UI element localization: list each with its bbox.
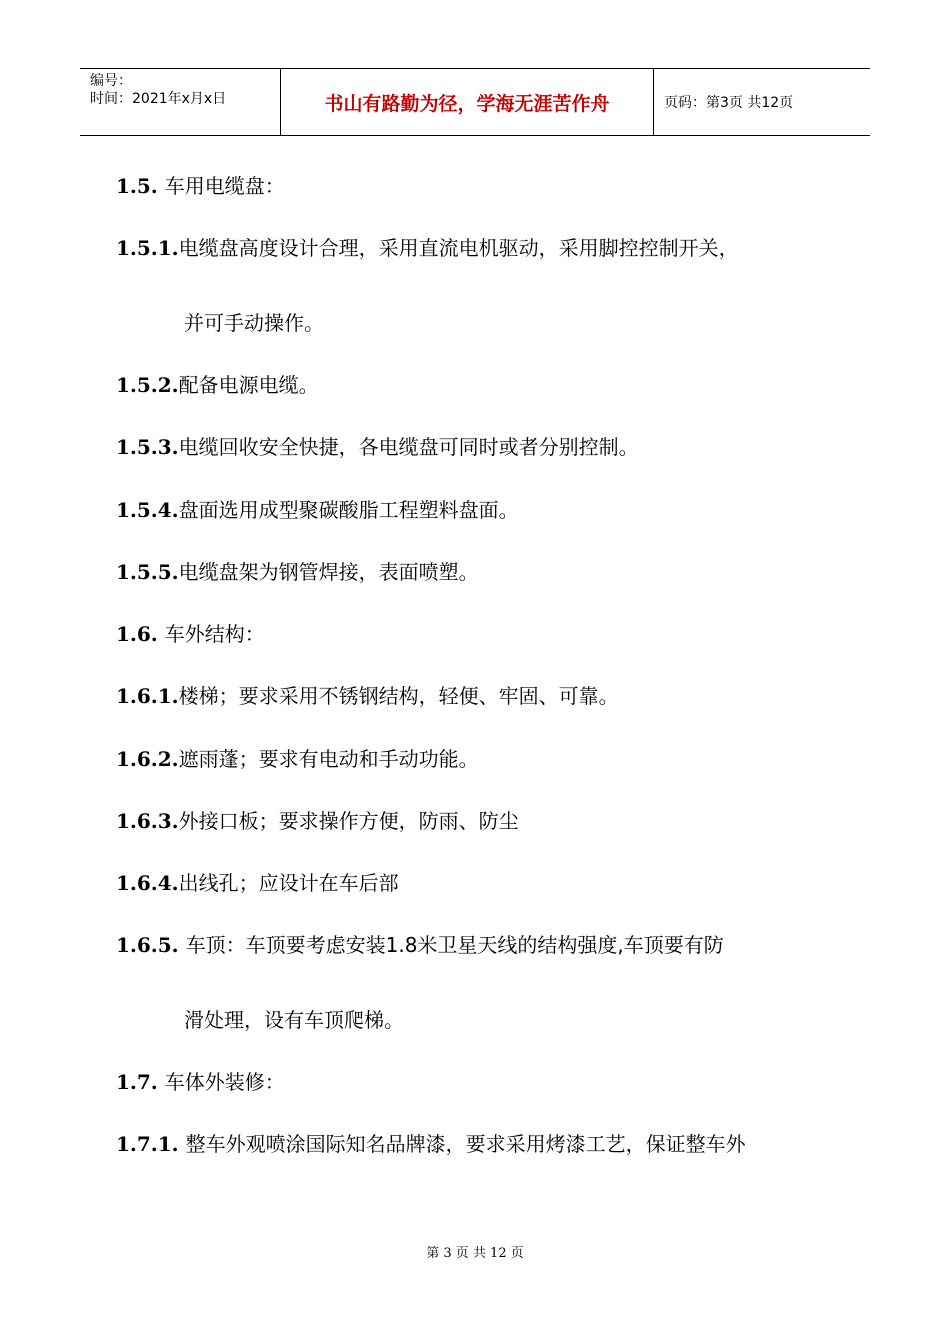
header-motto-cell bbox=[281, 69, 654, 135]
item-text: 外接口板；要求操作方便，防雨、防尘 bbox=[178, 809, 519, 833]
item-number: 1.5.2. bbox=[116, 373, 179, 397]
item-1-5-5 bbox=[116, 558, 479, 586]
item-number: 1.6.3. bbox=[116, 809, 179, 833]
item-1-6-5 bbox=[116, 931, 724, 959]
item-text: 电缆盘架为钢管焊接，表面喷塑。 bbox=[178, 560, 479, 584]
item-text: 盘面选用成型聚碳酸脂工程塑料盘面。 bbox=[178, 498, 519, 522]
item-1-6-2 bbox=[116, 745, 479, 773]
item-1-6-1 bbox=[116, 682, 619, 710]
item-1-7-1 bbox=[116, 1130, 746, 1158]
item-1-5-1-continued bbox=[184, 309, 324, 337]
item-text: 滑处理，设有车顶爬梯。 bbox=[184, 1008, 404, 1032]
item-number: 1.5.1. bbox=[116, 236, 179, 260]
section-heading-1-6 bbox=[116, 620, 265, 648]
item-number: 1.6.5. bbox=[116, 933, 186, 957]
item-1-6-3 bbox=[116, 807, 519, 835]
header-motto: 书山有路勤为径，学海无涯苦作舟 bbox=[324, 93, 610, 115]
item-text: 遮雨蓬；要求有电动和手动功能。 bbox=[178, 747, 479, 771]
item-number: 1.6.1. bbox=[116, 684, 179, 708]
item-number: 1.7.1. bbox=[116, 1132, 186, 1156]
item-1-6-4 bbox=[116, 869, 399, 897]
section-text: 车外结构： bbox=[164, 622, 265, 646]
item-number: 1.5.4. bbox=[116, 498, 179, 522]
section-text: 车体外装修： bbox=[164, 1070, 285, 1094]
item-1-5-1 bbox=[116, 234, 739, 262]
document-date-label: 时间：2021年x月x日 bbox=[90, 91, 227, 107]
document-number-label: 编号： bbox=[90, 73, 132, 89]
item-text: 电缆回收安全快捷，各电缆盘可同时或者分别控制。 bbox=[178, 435, 639, 459]
page-header bbox=[80, 68, 870, 136]
item-number: 1.6.2. bbox=[116, 747, 179, 771]
header-page-cell bbox=[654, 69, 870, 135]
section-heading-1-7 bbox=[116, 1068, 285, 1096]
section-number: 1.6. bbox=[116, 622, 165, 646]
item-1-5-4 bbox=[116, 496, 519, 524]
page-footer: 第 3 页 共 12 页 bbox=[426, 1246, 524, 1261]
item-number: 1.5.5. bbox=[116, 560, 179, 584]
item-text: 电缆盘高度设计合理，采用直流电机驱动，采用脚控控制开关， bbox=[178, 236, 739, 260]
item-1-5-3 bbox=[116, 433, 639, 461]
section-text: 车用电缆盘： bbox=[164, 174, 285, 198]
section-number: 1.5. bbox=[116, 174, 165, 198]
item-1-6-5-continued bbox=[184, 1006, 404, 1034]
item-text: 楼梯；要求采用不锈钢结构，轻便、牢固、可靠。 bbox=[178, 684, 619, 708]
section-heading-1-5 bbox=[116, 172, 285, 200]
header-page-info: 页码：第3页 共12页 bbox=[664, 95, 794, 111]
item-number: 1.5.3. bbox=[116, 435, 179, 459]
item-number: 1.6.4. bbox=[116, 871, 179, 895]
item-text: 并可手动操作。 bbox=[184, 311, 324, 335]
header-left-cell bbox=[80, 69, 281, 135]
item-text: 出线孔；应设计在车后部 bbox=[178, 871, 399, 895]
item-text: 配备电源电缆。 bbox=[178, 373, 319, 397]
section-number: 1.7. bbox=[116, 1070, 165, 1094]
item-1-5-2 bbox=[116, 371, 319, 399]
item-text: 整车外观喷涂国际知名品牌漆，要求采用烤漆工艺，保证整车外 bbox=[185, 1132, 746, 1156]
item-text: 车顶：车顶要考虑安装1.8米卫星天线的结构强度,车顶要有防 bbox=[185, 933, 724, 957]
